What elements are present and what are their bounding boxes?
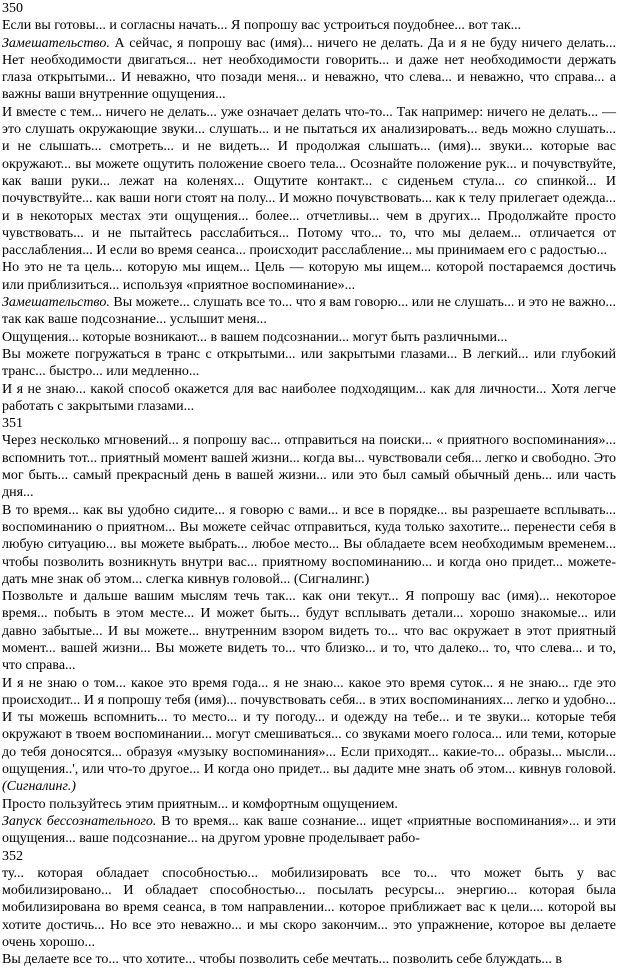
page-number: 352 [2, 848, 23, 864]
paragraph: И вместе с тем... ничего не делать... уже означает делать что-то... Так например: ничего не делать... — это слушать окружающие звуки... слушать... и не пытаться их анализировать... ведь можно слушать... и не слышать... смотреть... и не видеть... И продолжая слышать... (имя)... звуки... которые вас окружают... вы можете ощутить положение своего тела... Осознайте положение рук... и почувствуйте, как ваши руки... лежат на коленях... Ощутите контакт... с сиденьем стула... со спинкой... И почувствуйте... как ваши ноги стоят на полу... И можно почувствовать... как к телу прилегает одежда... и в некоторых местах эти ощущения... более... отчетливы... чем в других... Продолжайте просто чувствовать... и не пытайтесь расслабиться... Потому что... то, что мы делаем... отличается от расслабления... И если во время сеанса... происходит расслабление... мы принимаем его с радостью... [2, 104, 616, 259]
paragraph: Но это не та цель... которую мы ищем... Цель — которую мы ищем... которой постараемся достичь или приблизиться... используя «приятное воспоминание»... [2, 260, 616, 293]
paragraph: Через несколько мгновений... я попрошу вас... отправиться на поиски... « приятного воспоминания»... вспомнить тот... приятный момент вашей жизни... когда вы... чувствовали себя... легко и свободно. Это мог быть... самый прекрасный день в вашей жизни... или это был самый обычный день... или часть дня... [2, 433, 616, 501]
paragraph: Просто пользуйтесь этим приятным... и комфортным ощущением. [2, 796, 398, 812]
italic-word: со [504, 173, 528, 189]
paragraph: Замешательство. Вы можете... слушать все то... что я вам говорю... или не слушать... и это не важно... так как ваше подсознание... услышит меня... [2, 295, 616, 328]
paragraph: Ощущения... которые возникают... в вашем подсознании... могут быть различными... [2, 329, 508, 345]
paragraph: И я не знаю... какой способ окажется для вас наиболее подходящим... как для личности... Хотя легче работать с закрытыми глазами... [2, 381, 616, 414]
paragraph: ту... которая обладает способностью... мобилизировать все то... что может быть у вас мобилизировано... И обладает способностью... посылать ресурсы... энергию... которая была мобилизирована во время сеанса, в том направлении... которое приближает вас к цели.... которой вы хотите достичь... Но все это неважно... и мы скоро закончим... это упражнение, которое вы делаете очень хорошо... [2, 865, 616, 951]
italic-heading: Замешательство. [2, 35, 110, 51]
page-number: 351 [2, 416, 23, 432]
page-number: 350 [2, 1, 23, 16]
italic-heading: Запуск бессознательного. [2, 813, 157, 829]
paragraph: Вы можете погружаться в транс с открытыми... или закрытыми глазами... В легкий... или глубокий транс... быстро... или медленно... [2, 346, 616, 380]
paragraph: Запуск бессознательного. В то время... как ваше сознание... ищет «приятные воспоминания»... и эти ощущения... ваше подсознание... на другом уровне проделывает рабо- [2, 813, 617, 847]
paragraph: Позвольте и дальше вашим мыслям течь так... как они текут... Я попрошу вас (имя)... некоторое время... побыть в этом месте... И может быть... будут всплывать детали... хорошо знакомые... или давно забытые... И вы можете... внутренним взором видеть то... что вас окружает в этот приятный момент... вашей жизни... Вы можете видеть то... что близко... и то, что далеко... то, что слева... и то, что справа... [2, 589, 616, 674]
paragraph: Вы делаете все то... что хотите... чтобы позволить себе мечтать... позволить себе блуждать... в [2, 952, 563, 968]
paragraph: В то время... как вы удобно сидите... я говорю с вами... и все в порядке... вы разрешаете всплывать... воспоминанию о приятном... Вы можете сейчас отправиться, куда только захотите... перенести себя в любую ситуацию... вы можете выбрать... любое место... Вы обладаете всем необходимым временем... чтобы позволить возникнуть внутри вас... приятному воспоминанию... и когда оно придет... можете-дать мне знак об этом... слегка кивнув головой... (Сигналинг.) [2, 502, 616, 587]
paragraph: Замешательство. А сейчас, я попрошу вас (имя)... ничего не делать. Да и я не буду ничего делать... Нет необходимости двигаться... нет необходимости говорить... и даже нет необходимости держать глаза открытыми... И неважно, что позади меня... и неважно, что слева... и неважно, что справа... а важны ваши внутренние ощущения... [2, 35, 616, 103]
italic-heading: Замешательство. [2, 295, 110, 311]
italic-word: (Сигналинг.) [2, 779, 76, 795]
paragraph: И я не знаю о том... какое это время года... я не знаю... какое это время суток... я не знаю... где это происходит... И я попрошу тебя (имя)... почувствовать себя... в этих воспоминаниях... легко и удобно... И ты можешь вспомнить... то место... и ту погоду... и одежду на тебе... и те звуки... которые тебя окружают в твоем воспоминании... могут смешиваться... со звуками моего голоса... или теми, которые до тебя доносятся... образуя «музыку воспоминания»... Если приходят... какие-то... образы... мысли... ощущения..', или что-то другое... И когда оно придет... вы дадите мне знать об этом... кивнув головой. (Сигналинг.) [2, 675, 616, 795]
paragraph: Если вы готовы... и согласны начать... Я попрошу вас устроиться поудобнее... вот так... [2, 18, 522, 34]
